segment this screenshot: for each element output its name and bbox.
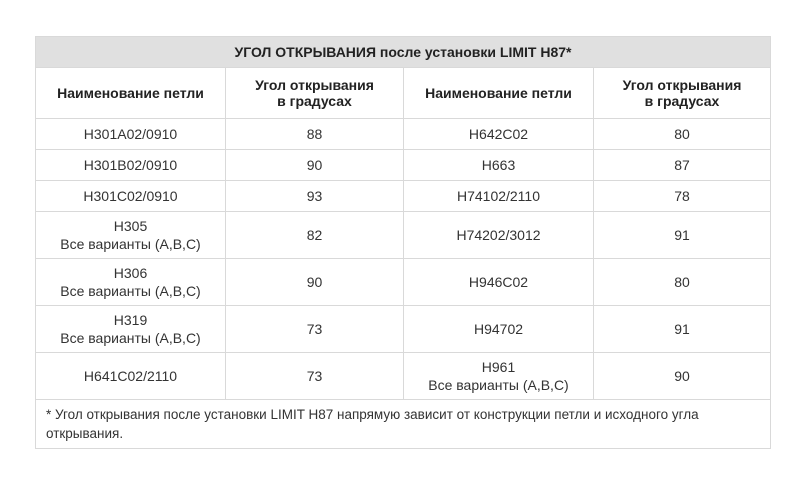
hinge-name-cell: H946C02 xyxy=(404,259,594,306)
header-hinge-name-right: Наименование петли xyxy=(404,68,594,119)
table-row xyxy=(36,306,771,353)
angle-cell: 78 xyxy=(594,181,771,212)
angle-cell: 88 xyxy=(226,119,404,150)
hinge-name-cell: H641C02/2110 xyxy=(36,353,226,400)
header-hinge-name-left: Наименование петли xyxy=(36,68,226,119)
angle-cell: 80 xyxy=(594,259,771,306)
angle-cell: 90 xyxy=(226,259,404,306)
table-row xyxy=(36,353,771,400)
angle-cell: 73 xyxy=(226,353,404,400)
table-row xyxy=(36,212,771,259)
angle-cell: 91 xyxy=(594,212,771,259)
angle-cell: 93 xyxy=(226,181,404,212)
hinge-name-cell: H74102/2110 xyxy=(404,181,594,212)
footnote-row xyxy=(36,400,771,449)
table-row xyxy=(36,259,771,306)
hinge-name-cell: H642C02 xyxy=(404,119,594,150)
hinge-name-cell: H319 Все варианты (A,B,C) xyxy=(36,306,226,353)
hinge-name-cell: H306 Все варианты (A,B,C) xyxy=(36,259,226,306)
hinge-angle-table xyxy=(35,36,771,449)
footnote: * Угол открывания после установки LIMIT H87 напрямую зависит от конструкции петли и исходного угла открывания. xyxy=(36,400,771,449)
angle-cell: 82 xyxy=(226,212,404,259)
header-angle-right: Угол открывания в градусах xyxy=(594,68,771,119)
angle-cell: 91 xyxy=(594,306,771,353)
table-row xyxy=(36,181,771,212)
hinge-name-cell: H305 Все варианты (A,B,C) xyxy=(36,212,226,259)
hinge-name-cell: H94702 xyxy=(404,306,594,353)
table-title-row xyxy=(36,37,771,68)
hinge-name-cell: H74202/3012 xyxy=(404,212,594,259)
table-row xyxy=(36,119,771,150)
hinge-name-cell: H961 Все варианты (A,B,C) xyxy=(404,353,594,400)
header-angle-left: Угол открывания в градусах xyxy=(226,68,404,119)
angle-cell: 90 xyxy=(226,150,404,181)
hinge-name-cell: H301A02/0910 xyxy=(36,119,226,150)
angle-cell: 80 xyxy=(594,119,771,150)
hinge-name-cell: H301C02/0910 xyxy=(36,181,226,212)
angle-cell: 87 xyxy=(594,150,771,181)
hinge-name-cell: H301B02/0910 xyxy=(36,150,226,181)
angle-cell: 90 xyxy=(594,353,771,400)
table-row xyxy=(36,150,771,181)
hinge-name-cell: H663 xyxy=(404,150,594,181)
table-header-row xyxy=(36,68,771,119)
angle-cell: 73 xyxy=(226,306,404,353)
table-title: УГОЛ ОТКРЫВАНИЯ после установки LIMIT H87* xyxy=(36,37,771,68)
